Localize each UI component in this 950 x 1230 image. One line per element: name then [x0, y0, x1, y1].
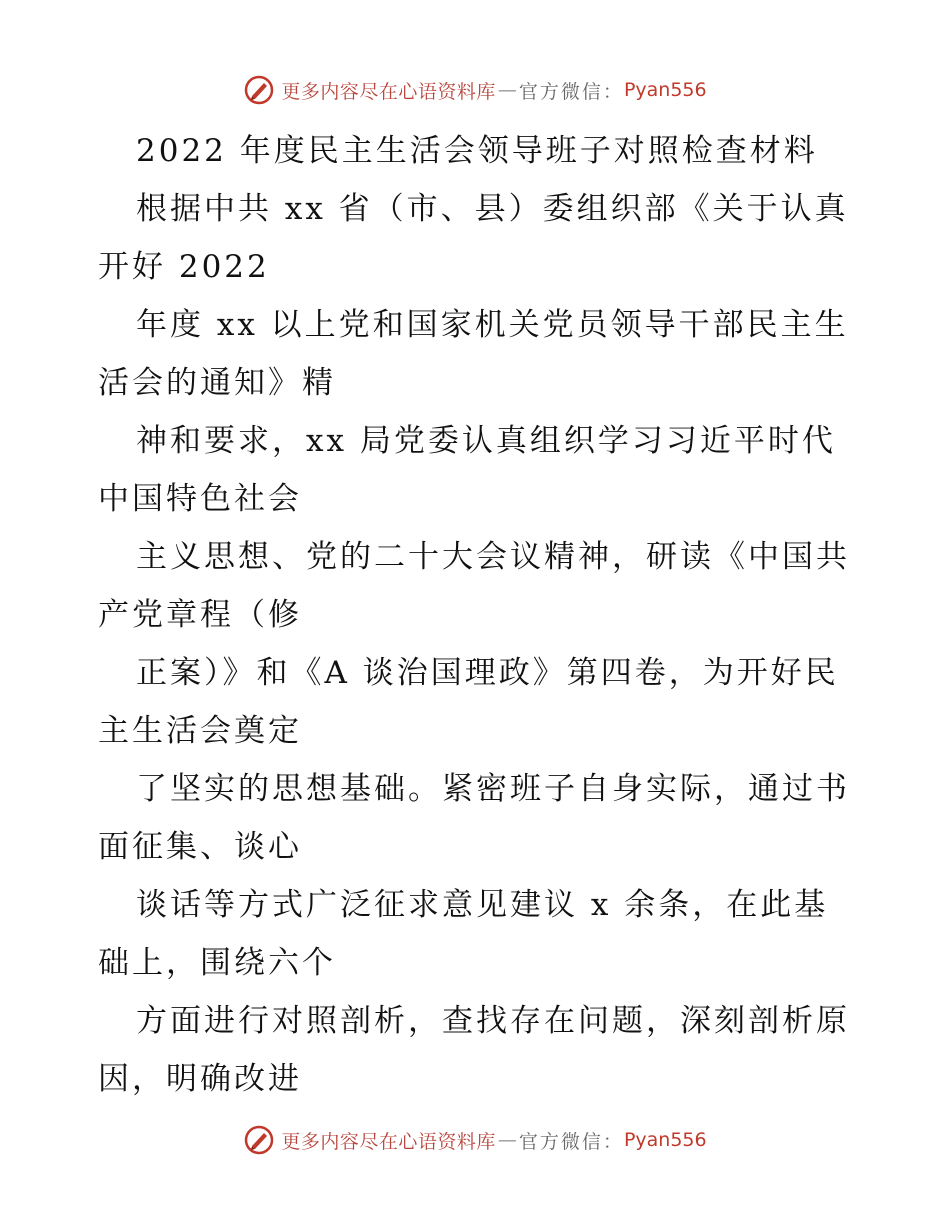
- paragraph-line: 年度 xx 以上党和国家机关党员领导干部民主生: [136, 307, 849, 343]
- watermark-id: Pyan556: [623, 1129, 707, 1151]
- paragraph-line: 面征集、谈心: [98, 829, 302, 865]
- footer-watermark: [0, 1120, 950, 1160]
- watermark-separator: —: [497, 1129, 517, 1151]
- watermark-text: 更多内容尽在心语资料库: [281, 80, 496, 103]
- pen-logo-icon: [243, 74, 275, 106]
- paragraph-line: 础上，围绕六个: [98, 945, 336, 981]
- paragraph-line: 正案）》和《A 谈治国理政》第四卷，为开好民: [136, 655, 839, 691]
- document-title: 2022 年度民主生活会领导班子对照检查材料: [136, 133, 818, 169]
- pen-logo-icon: [243, 1124, 275, 1156]
- paragraph-line: 了坚实的思想基础。紧密班子自身实际，通过书: [136, 771, 850, 807]
- paragraph-line: 主生活会奠定: [98, 713, 302, 749]
- document-body: [98, 122, 858, 1108]
- watermark-id: Pyan556: [623, 79, 707, 101]
- paragraph-line: 因，明确改进: [98, 1061, 302, 1097]
- paragraph-line: 活会的通知》精: [98, 365, 336, 401]
- header-watermark: [0, 70, 950, 110]
- watermark-separator: —: [497, 79, 517, 101]
- watermark-sub: 官方微信：: [518, 80, 624, 103]
- paragraph-line: 主义思想、党的二十大会议精神，研读《中国共: [136, 539, 850, 575]
- paragraph-line: 谈话等方式广泛征求意见建议 x 余条，在此基: [136, 887, 829, 923]
- watermark-text: 更多内容尽在心语资料库: [281, 1130, 496, 1153]
- paragraph-line: 方面进行对照剖析，查找存在问题，深刻剖析原: [136, 1003, 850, 1039]
- paragraph-line: 中国特色社会: [98, 481, 302, 517]
- paragraph-line: 产党章程（修: [98, 597, 302, 633]
- paragraph-line: 神和要求，xx 局党委认真组织学习习近平时代: [136, 423, 836, 459]
- paragraph-line: 开好 2022: [98, 249, 270, 285]
- watermark-sub: 官方微信：: [518, 1130, 624, 1153]
- paragraph-line: 根据中共 xx 省（市、县）委组织部《关于认真: [136, 191, 849, 227]
